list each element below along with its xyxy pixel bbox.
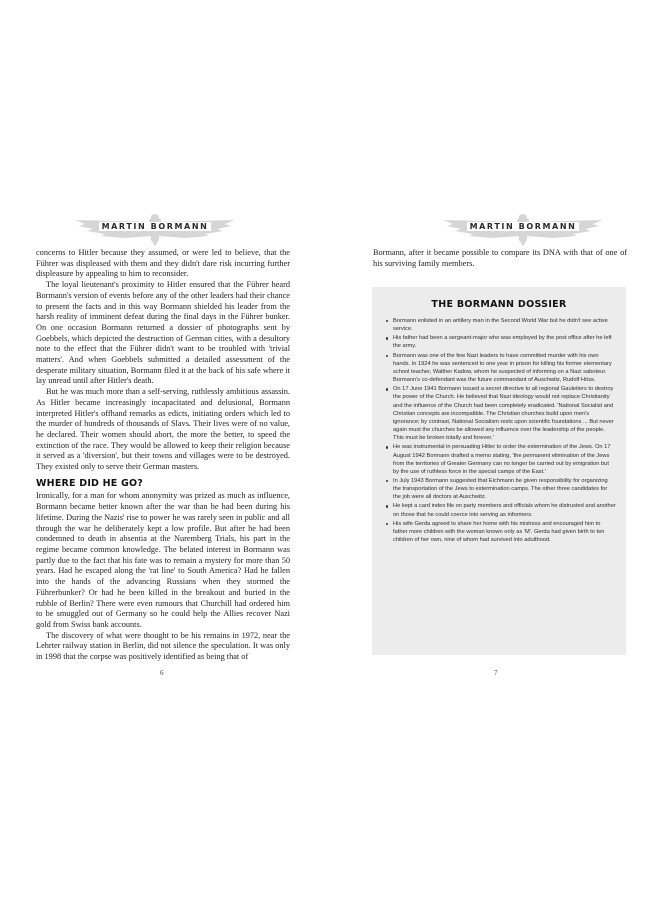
dossier-item: His father had been a sergeant-major who was employed by the post office after he left the army. bbox=[386, 334, 616, 350]
paragraph: The loyal lieutenant's proximity to Hitler ensured that the Führer heard Bormann's version of events before any of the other leaders had their chance to present the facts and in this way Bormann shielded his leader from the harsh reality of imminent defeat during the final days in the Führer bunker. On one occasion Bormann returned a dossier of photographs sent by Goebbels, which depicted the destruction of German cities, with a desultory note to the effect that the Führer didn't want to be troubled with 'trivial matters'. And when Goebbels submitted a detailed assessment of the desperate military situation, Bormann filed it at the back of his safe where it lay unread until after Hitler's death. bbox=[36, 280, 290, 386]
running-head-title: MARTIN BORMANN bbox=[99, 222, 212, 231]
paragraph: The discovery of what were thought to be his remains in 1972, near the Lehrter railway station in Berlin, did not silence the speculation. It was only in 1998 that the corpse was positively identified as being that of bbox=[36, 630, 290, 662]
page-number-left: 6 bbox=[160, 669, 164, 677]
paragraph: Ironically, for a man for whom anonymity was prized as much as influence, Bormann became better known after the war than he had been during his lifetime. During the Nazis' rise to power he was rarely seen in public and all through the war he deliberately kept a low profile. But after he had been condemned to death in absentia at the Nuremberg Trials, his part in the regime became common knowledge. The belated interest in Bormann was partly due to the fact that his fate was to remain a mystery for more than 50 years. Had he escaped along the 'rat line' to South America? Had he fallen into the hands of the advancing Russians when they stormed the Führerbunker? Or had he been killed in the breakout and buried in the rubble of Berlin? There were even rumours that Churchill had ordered him to be smuggled out of Germany so he could help the Allies recover Nazi gold from Swiss bank accounts. bbox=[36, 491, 290, 629]
dossier-title: THE BORMANN DOSSIER bbox=[431, 299, 567, 310]
paragraph: But he was much more than a self-serving, ruthlessly ambitious assassin. As Hitler became increasingly incapacitated and delusional, Bormann interpreted Hitler's offhand remarks as edicts, initiating orders which led to the murder of hundreds of thousands of Slavs. Their lives were of no value, he declared. Their women should abort, the more the better, to speed the extinction of the race. They would be allowed to keep their religion because it served as a 'diversion', but their towns and villages were to be destroyed. They existed only to serve their German masters. bbox=[36, 387, 290, 472]
running-head-right bbox=[423, 210, 623, 250]
running-head-title: MARTIN BORMANN bbox=[467, 222, 580, 231]
left-body-text bbox=[36, 248, 290, 663]
paragraph: Bormann, after it became possible to compare its DNA with that of one of his surviving family members. bbox=[373, 248, 627, 268]
paragraph: concerns to Hitler because they assumed, or were led to believe, that the Führer was displeased with them and they didn't dare risk incurring further displeasure by appealing to him to reconsider. bbox=[36, 248, 290, 279]
dossier-item: He was instrumental in persuading Hitler to order the extermination of the Jews. On 17 August 1942 Bormann drafted a memo stating, 'the permanent elimination of the Jews from the territories of Greater Germany can no longer be carried out by emigration but by the use of ruthless force in the special camps of the East.' bbox=[386, 443, 616, 476]
dossier-item: In July 1943 Bormann suggested that Eichmann be given responsibility for organizing the transportation of the Jews to extermination camps. The other three candidates for the job were all doctors at Auschwitz. bbox=[386, 477, 616, 501]
dossier-item: Bormann enlisted in an artillery man in the Second World War but he didn't see active service. bbox=[386, 317, 616, 333]
dossier-item: His wife Gerda agreed to share her home with his mistress and encouraged him to father more children with the woman known only as 'M'. Gerda had given birth to ten children of her own, nine of whom had survived into adulthood. bbox=[386, 520, 616, 544]
dossier-item: Bormann was one of the few Nazi leaders to have committed murder with his own hands. In 1924 he was sentenced to one year in prison for killing his former elementary school teacher, Walther Kadow, whom he suspected of informing on a Nazi saboteur. Bormann's co-defendant was the future commandant of Auschwitz, Rudolf Höss. bbox=[386, 352, 616, 385]
dossier-item: He kept a card index file on party members and officials whom he distrusted and another on those that he could coerce into serving as informers. bbox=[386, 502, 616, 518]
page-number-right: 7 bbox=[494, 669, 498, 677]
dossier-item: On 17 June 1941 Bormann issued a secret directive to all regional Gauleiters to destroy the power of the Church. He believed that Nazi ideology would not replace Christianity and the influence of the Church had been completely eradicated. 'National Socialist and Christian concepts are incompatible. The Christian churches build upon men's ignorance; by contrast, National Socialism rests upon scientific foundations ... But never again must the churches be allowed any influence over the leadership of the people. This must be broken totally and forever.' bbox=[386, 385, 616, 442]
right-intro-text bbox=[373, 248, 627, 269]
dossier-box bbox=[372, 287, 626, 655]
dossier-list bbox=[372, 317, 626, 544]
running-head-left bbox=[55, 210, 255, 250]
section-heading: WHERE DID HE GO? bbox=[36, 477, 143, 489]
